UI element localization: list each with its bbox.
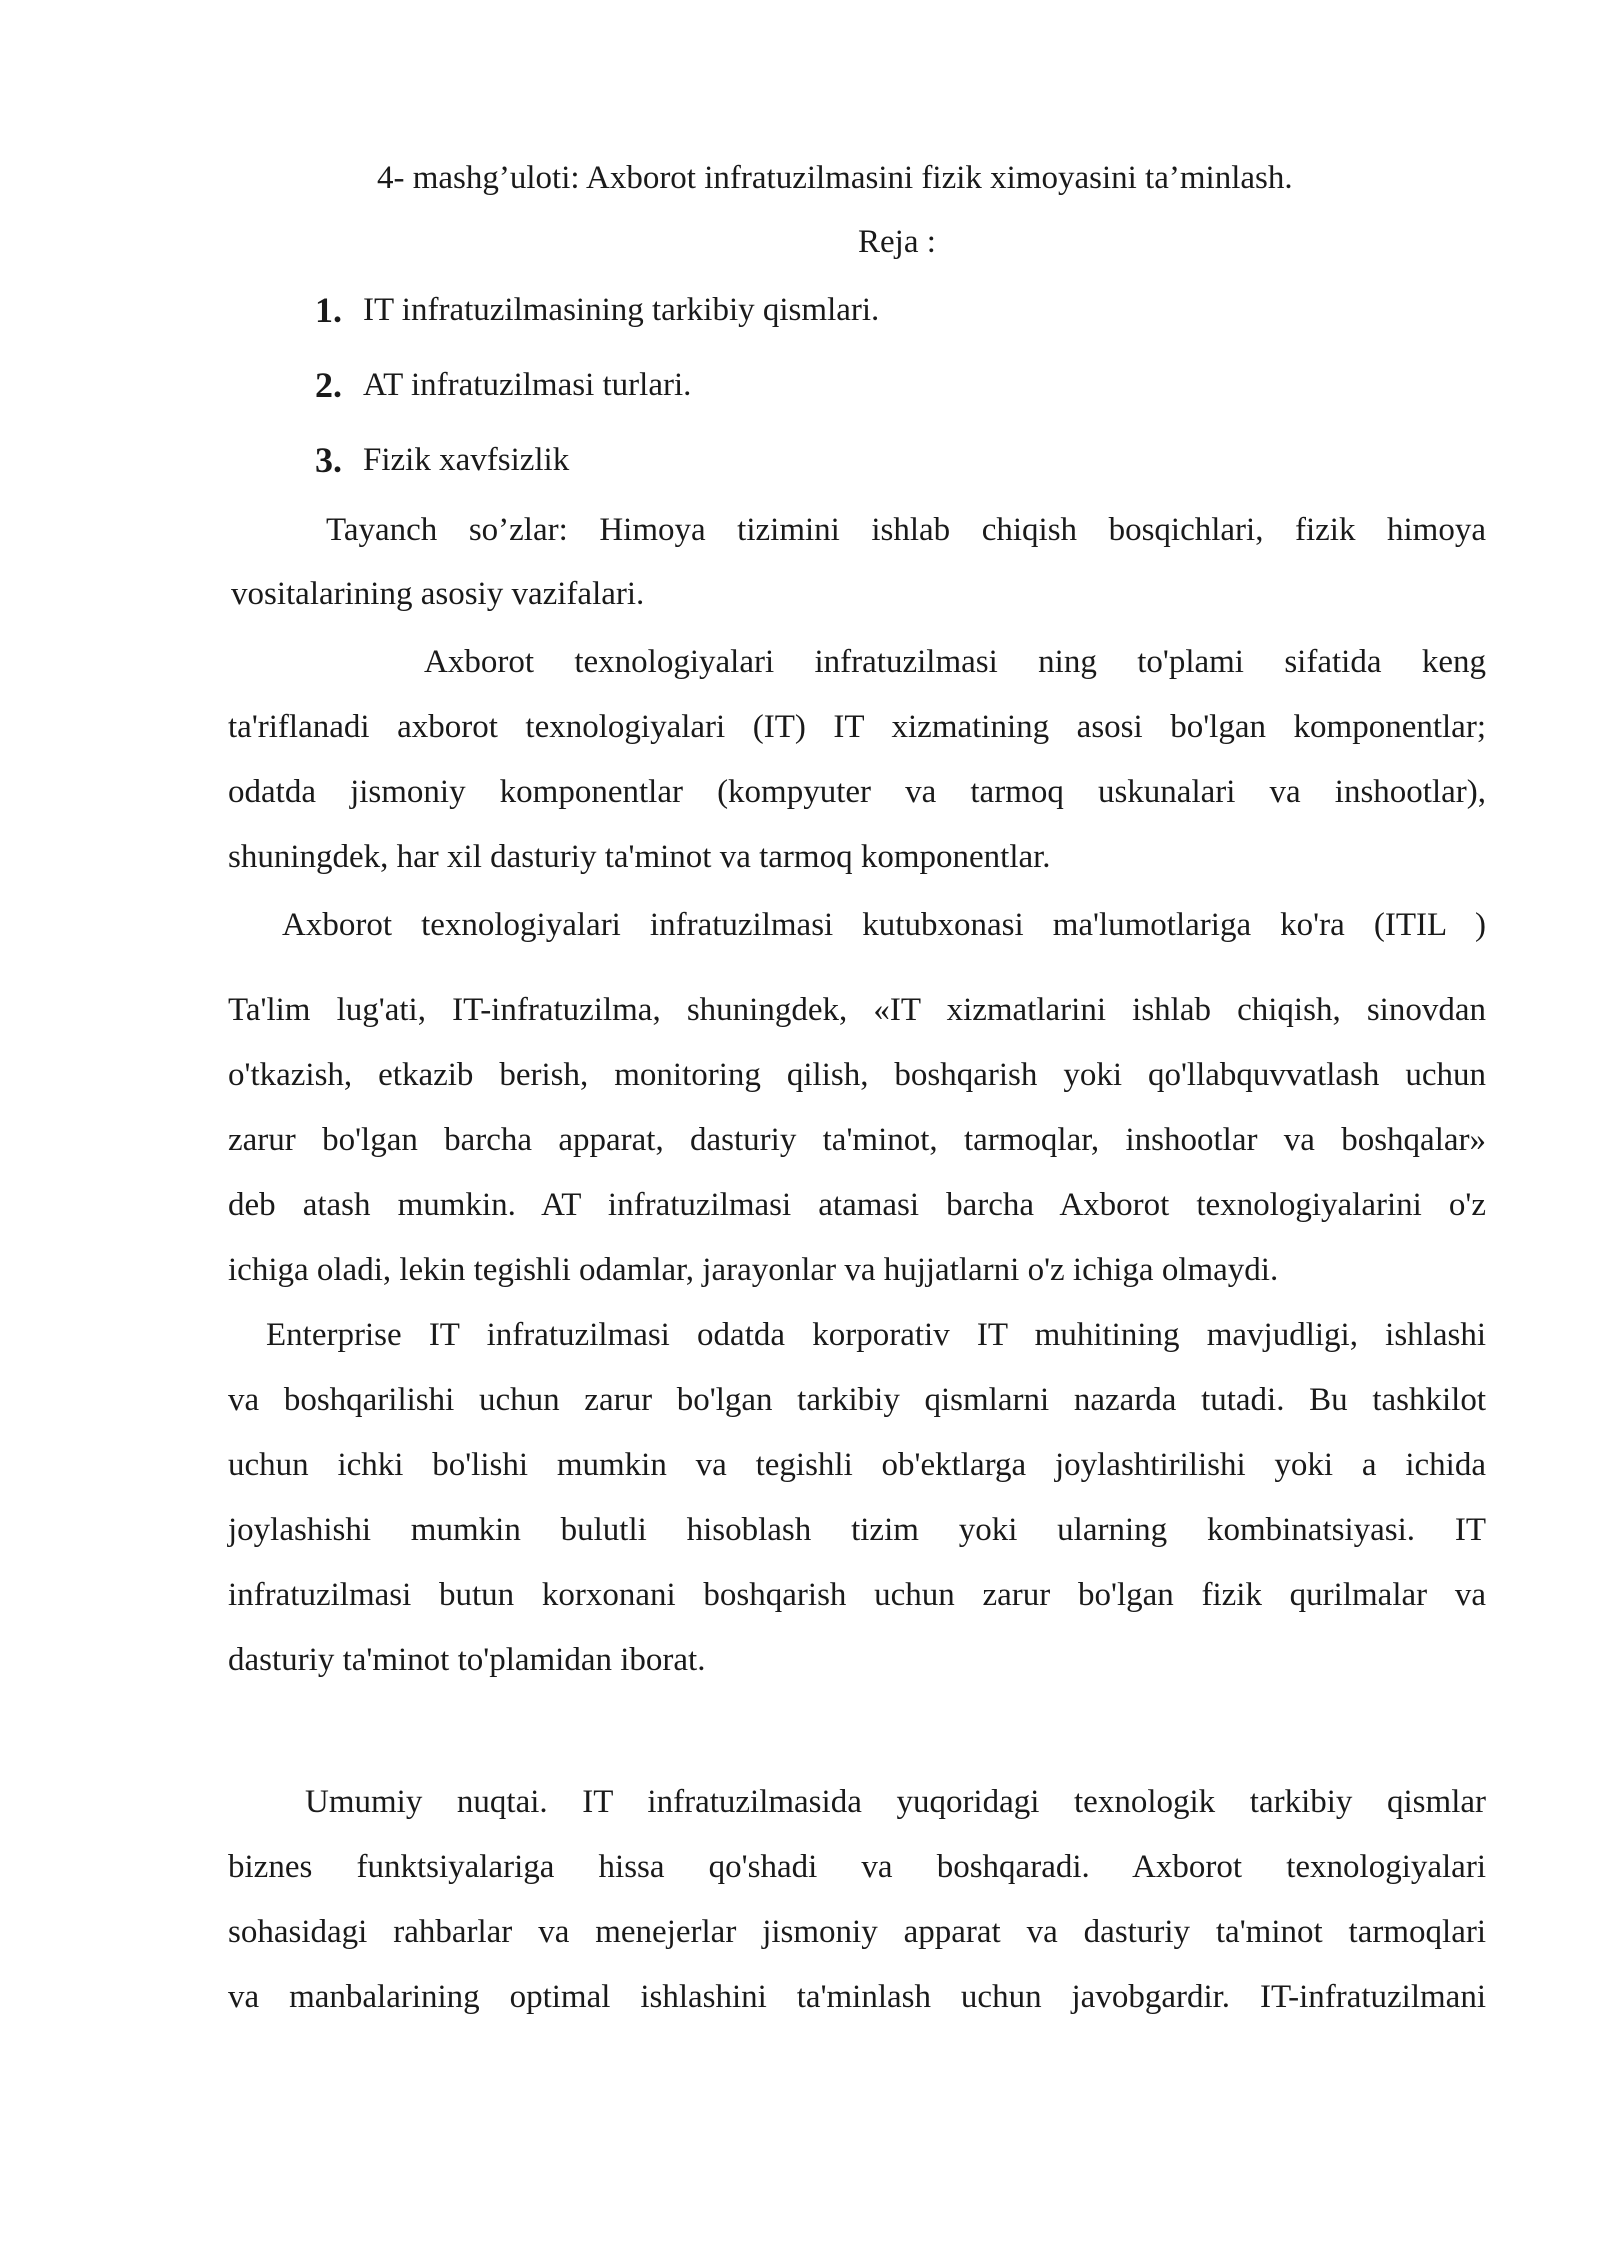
plan-item-text: IT infratuzilmasining tarkibiy qismlari. <box>363 292 880 328</box>
paragraph-line: Umumiy nuqtai. IT infratuzilmasida yuqoridagi texnologik tarkibiy qismlar <box>305 1784 1486 1820</box>
paragraph-line: infratuzilmasi butun korxonani boshqarish uchun zarur bo'lgan fizik qurilmalar va <box>228 1577 1486 1613</box>
paragraph-line: ta'riflanadi axborot texnologiyalari (IT) IT xizmatining asosi bo'lgan komponentlar; <box>228 709 1486 745</box>
plan-item-number: 2. <box>315 365 342 405</box>
plan-item-number: 1. <box>315 290 342 330</box>
paragraph-line: zarur bo'lgan barcha apparat, dasturiy ta'minot, tarmoqlar, inshootlar va boshqalar» <box>228 1122 1486 1158</box>
keywords-line: vositalarining asosiy vazifalari. <box>231 576 645 612</box>
plan-item-text: Fizik xavfsizlik <box>363 442 570 478</box>
paragraph-line: Axborot texnologiyalari infratuzilmasi kutubxonasi ma'lumotlariga ko'ra (ITIL ) <box>282 907 1486 943</box>
plan-heading: Reja : <box>858 224 936 260</box>
paragraph-line: biznes funktsiyalariga hissa qo'shadi va boshqaradi. Axborot texnologiyalari <box>228 1849 1486 1885</box>
plan-item-number: 3. <box>315 440 342 480</box>
paragraph-line: ichiga oladi, lekin tegishli odamlar, jarayonlar va hujjatlarni o'z ichiga olmaydi. <box>228 1252 1279 1288</box>
paragraph-line: o'tkazish, etkazib berish, monitoring qilish, boshqarish yoki qo'llabquvvatlash uchun <box>228 1057 1486 1093</box>
paragraph-line: Axborot texnologiyalari infratuzilmasi ning to'plami sifatida keng <box>424 644 1486 680</box>
keywords-line: Tayanch so’zlar: Himoya tizimini ishlab chiqish bosqichlari, fizik himoya <box>326 512 1486 548</box>
paragraph-line: va boshqarilishi uchun zarur bo'lgan tarkibiy qismlarni nazarda tutadi. Bu tashkilot <box>228 1382 1486 1418</box>
paragraph-line: deb atash mumkin. AT infratuzilmasi atamasi barcha Axborot texnologiyalarini o'z <box>228 1187 1486 1223</box>
document-title: 4- mashg’uloti: Axborot infratuzilmasini fizik ximoyasini ta’minlash. <box>377 160 1293 196</box>
plan-item-text: AT infratuzilmasi turlari. <box>363 367 692 403</box>
paragraph-line: joylashishi mumkin bulutli hisoblash tizim yoki ularning kombinatsiyasi. IT <box>228 1512 1486 1548</box>
paragraph-line: uchun ichki bo'lishi mumkin va tegishli ob'ektlarga joylashtirilishi yoki a ichida <box>228 1447 1486 1483</box>
paragraph-line: sohasidagi rahbarlar va menejerlar jismoniy apparat va dasturiy ta'minot tarmoqlari <box>228 1914 1486 1950</box>
paragraph-line: odatda jismoniy komponentlar (kompyuter va tarmoq uskunalari va inshootlar), <box>228 774 1486 810</box>
paragraph-line: Ta'lim lug'ati, IT-infratuzilma, shuningdek, «IT xizmatlarini ishlab chiqish, sinovdan <box>228 992 1486 1028</box>
paragraph-line: Enterprise IT infratuzilmasi odatda korporativ IT muhitining mavjudligi, ishlashi <box>266 1317 1486 1353</box>
paragraph-line: shuningdek, har xil dasturiy ta'minot va tarmoq komponentlar. <box>228 839 1051 875</box>
paragraph-line: va manbalarining optimal ishlashini ta'minlash uchun javobgardir. IT-infratuzilmani <box>228 1979 1486 2015</box>
paragraph-line: dasturiy ta'minot to'plamidan iborat. <box>228 1642 706 1678</box>
